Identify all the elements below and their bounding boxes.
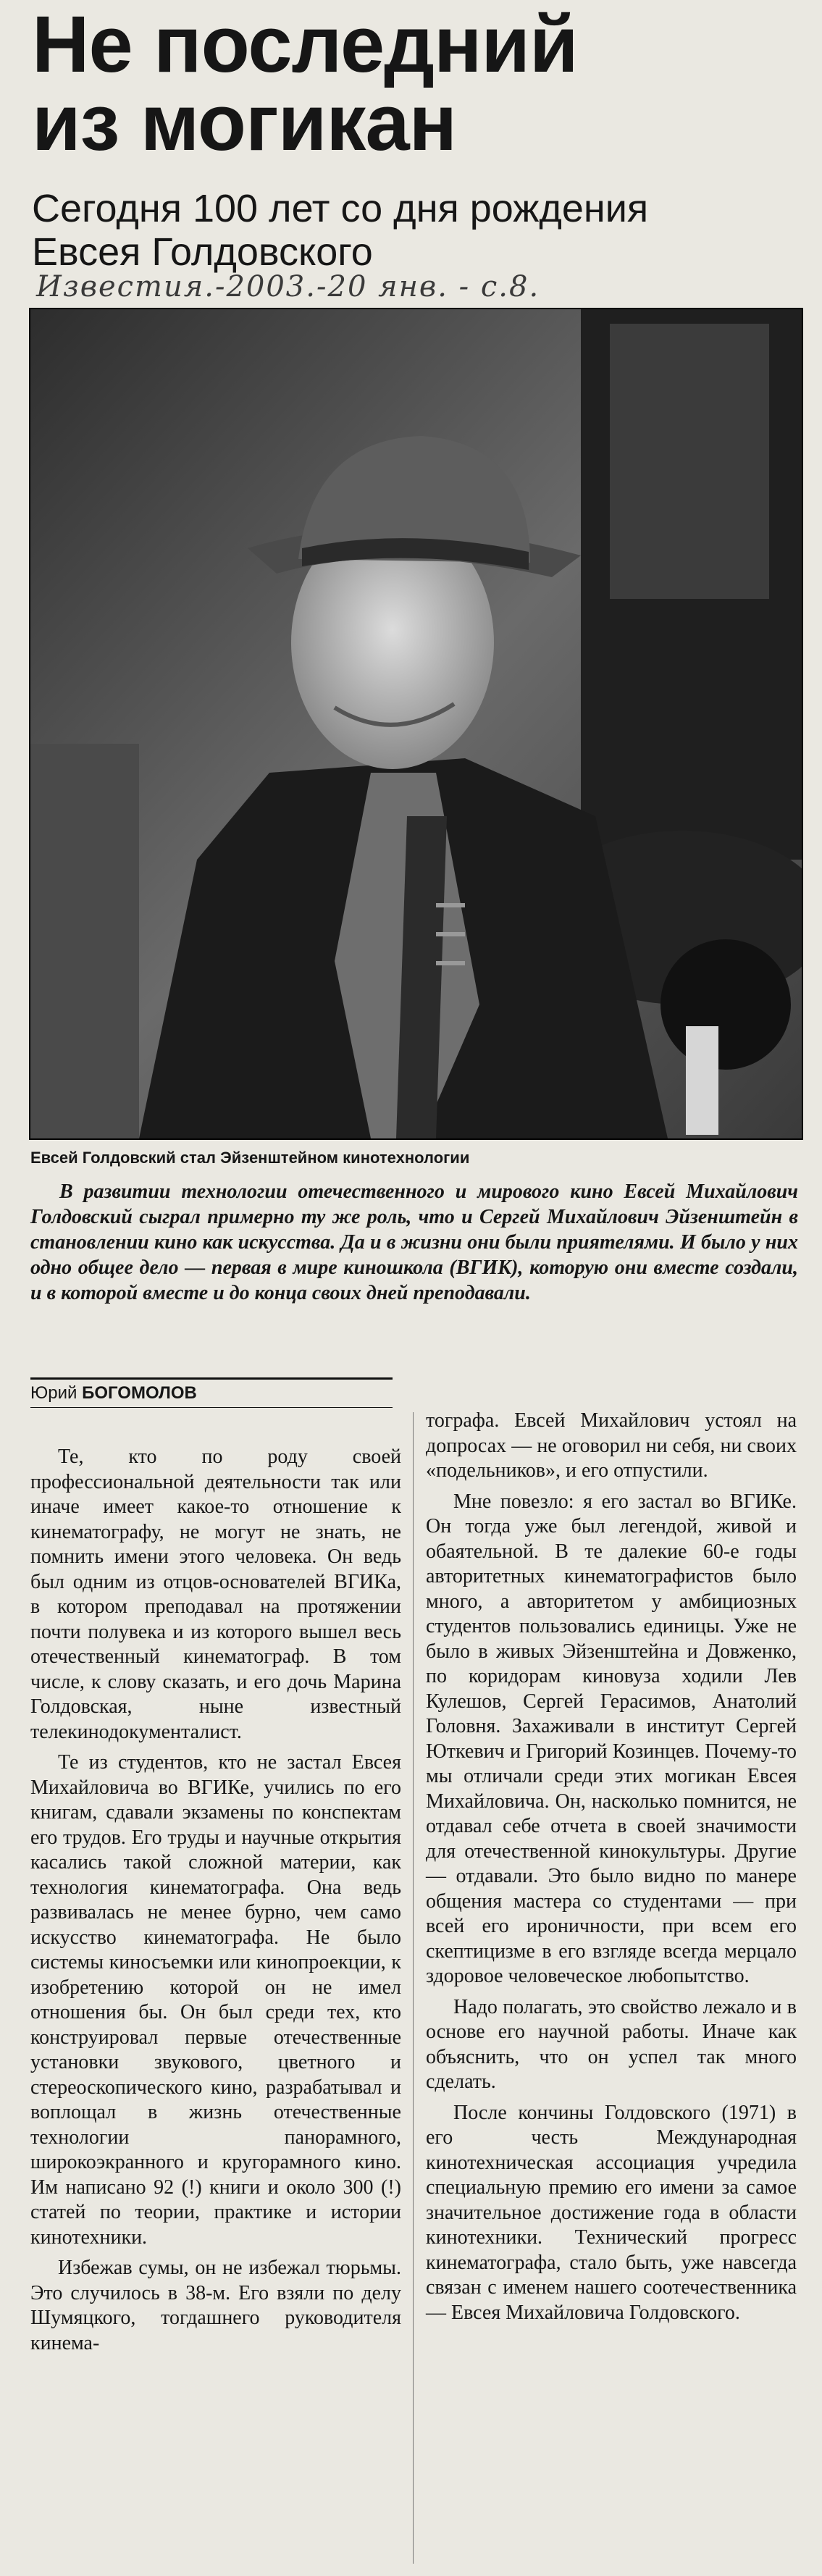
body-paragraph: Мне повезло: я его застал во ВГИКе. Он тогда уже был легендой, живой и обаятельной. В те далекие 60-е годы авторитетных кинематографистов было много, а авторитетом у амбициозных студентов пользовались единицы. Уже не было в живых Эйзенштейна и Довженко, по коридорам киновуза ходили Лев Кулешов, Сергей Герасимов, Анатолий Головня. Захаживали в институт Сергей Юткевич и Григорий Козинцев. Почему-то мы отличали среди этих могикан Евсея Михайловича. Он, насколько помнится, не отдавал себе отчета в своей значимости для отечественной кинокультуры. Другие — отдавали. Это было видно по манере общения мастера со студентами — при всей его ироничности, при всем его скептицизме в его взгляде всегда мерцало здоровое человеческое любопытство. [426, 1490, 797, 1987]
portrait-photo [29, 308, 803, 1140]
lead-text: В развитии технологии отечественного и мирового кино Евсей Михайлович Голдовский сыграл примерно ту же роль, что и Сергей Михайлович Эйзенштейн в становлении кино как искусства. Да и в жизни они были приятелями. И было у них одно общее дело — первая в мире киношкола (ВГИК), которую они вместе создали, и в которой вместе и до конца своих дней преподавали. [30, 1180, 798, 1304]
subheadline-line-1: Сегодня 100 лет со дня рождения [32, 187, 649, 230]
body-paragraph: После кончины Голдовского (1971) в его честь Международная кинотехническая ассоциация учредила специальную премию его имени за самое значительное достижение года в области кинотехники. Технический прогресс кинематографа, стало быть, уже навсегда связан с именем нашего соотечественника — Евсея Михайловича Голдовского. [426, 2101, 797, 2324]
article-column-right [426, 1409, 797, 2325]
headline-line-1: Не последний [32, 0, 578, 89]
author-last-name: БОГОМОЛОВ [82, 1383, 197, 1403]
article-column-left [30, 1445, 401, 2356]
headline-line-2: из могикан [32, 78, 457, 167]
body-paragraph: Надо полагать, это свойство лежало и в основе его научной работы. Иначе как объяснить, что он успел так много сделать. [426, 1995, 797, 2093]
column-divider [413, 1412, 414, 2564]
body-paragraph: Избежав сумы, он не избежал тюрьмы. Это случилось в 38-м. Его взяли по делу Шумяцкого, тогдашнего руководителя кинема- [30, 2257, 401, 2354]
subheadline-line-2: Евсея Голдовского [32, 230, 373, 274]
subheadline [32, 187, 800, 274]
portrait-illustration [30, 309, 802, 1138]
body-paragraph: Те из студентов, кто не застал Евсея Михайловича во ВГИКе, учились по его книгам, сдавали экзамены по конспектам его трудов. Его труды и научные открытия касались такой сложной материи, как технология кинематографа. Она ведь развивалась не менее бурно, чем само искусство кинематографа. Не было системы киносъемки или кинопроекции, к изобретению которой он не имел отношения бы. Он был среди тех, кто конструировал первые отечественные установки звукового, цветного и стереоскопического кино, разрабатывал и воплощал в жизнь отечественные технологии панорамного, широкоэкранного и кругорамного кино. Им написано 92 (!) книги и около 300 (!) статей по теории, практике и истории кинотехники. [30, 1751, 401, 2249]
photo-caption: Евсей Голдовский стал Эйзенштейном кинотехнологии [30, 1149, 470, 1167]
author-first-name: Юрий [30, 1383, 77, 1403]
handwritten-source-note: Известия.-2003.-20 янв. - с.8. [36, 270, 540, 303]
body-paragraph-continued: тографа. Евсей Михайлович устоял на допросах — не оговорил ни себя, ни своих «подельников», и его отпустили. [426, 1409, 797, 1482]
headline [32, 0, 800, 167]
body-paragraph: Те, кто по роду своей профессиональной деятельности так или иначе имеет какое-то отношение к кинематографу, не могут не знать, не помнить имени этого человека. Он ведь был одним из отцов-основателей ВГИКа, в котором преподавал на протяжении почти полувека и из которого вышел весь отечественный кинематограф. В том числе, к слову сказать, и его дочь Марина Голдовская, ныне известный телекинодокументалист. [30, 1446, 401, 1743]
lead-paragraph [30, 1179, 798, 1306]
byline [30, 1377, 393, 1408]
